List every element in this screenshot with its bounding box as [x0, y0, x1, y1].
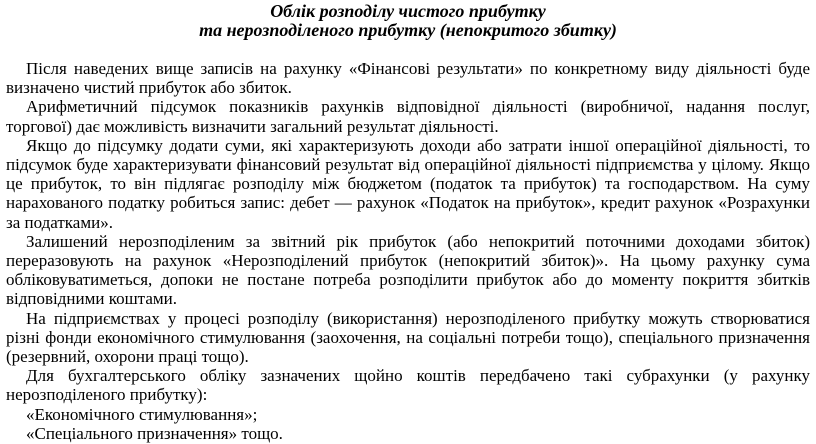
paragraph-net-result: Після наведених вище записів на рахунку «Фінансові результати» по конкретному виду діяльності буде визначено чистий прибуток або збиток. — [6, 59, 810, 98]
document-title-line-2: та нерозподіленого прибутку (непокритого збитку) — [199, 20, 617, 40]
title-spacer — [6, 40, 810, 59]
list-item-economic-stimulus: «Економічного стимулювання»; — [26, 404, 258, 424]
paragraph-subaccounts-intro: Для бухгалтерського обліку зазначених щойно коштів передбачено такі субрахунки (у рахунку нерозподіленого прибутку): — [6, 366, 810, 405]
paragraph-arithmetic-total: Арифметичний підсумок показників рахунків відповідної діяльності (виробничої, надання послуг, торгової) дає можливість визначити загальний результат діяльності. — [6, 97, 810, 136]
paragraph-operating-result: Якщо до підсумку додати суми, які характеризують доходи або затрати іншої операційної діяльності, то підсумок буде характеризувати фінансовий результат від операційної діяльності підприємства у цілому. Якщо це прибуток, то він підлягає розподілу між бюджетом (податок та прибуток) та господарством. На суму нарахованого податку робиться запис: дебет — рахунок «Податок на прибуток», кредит рахунок «Розрахунки за податками». — [6, 135, 810, 232]
paragraph-retained-earnings: Залишений нерозподіленим за звітний рік прибуток (або непокритий поточними доходами збиток) переразовують на рахунок «Нерозподілений прибуток (непокритий збиток)». На цьому рахунку сума обліковуватиметься, допоки не постане потреба розподілити прибуток або до моменту покриття збитків відповідними коштами. — [6, 231, 810, 309]
list-item-special-purpose: «Спеціального призначення» тощо. — [26, 423, 283, 443]
paragraph-funds: На підприємствах у процесі розподілу (використання) нерозподіленого прибутку можуть створюватися різні фонди економічного стимулювання (заохочення, на соціальні потреби тощо), спеціального призначення (резервний, охорони праці тощо). — [6, 308, 810, 367]
document-title-line-1: Облік розподілу чистого прибутку — [270, 1, 546, 21]
